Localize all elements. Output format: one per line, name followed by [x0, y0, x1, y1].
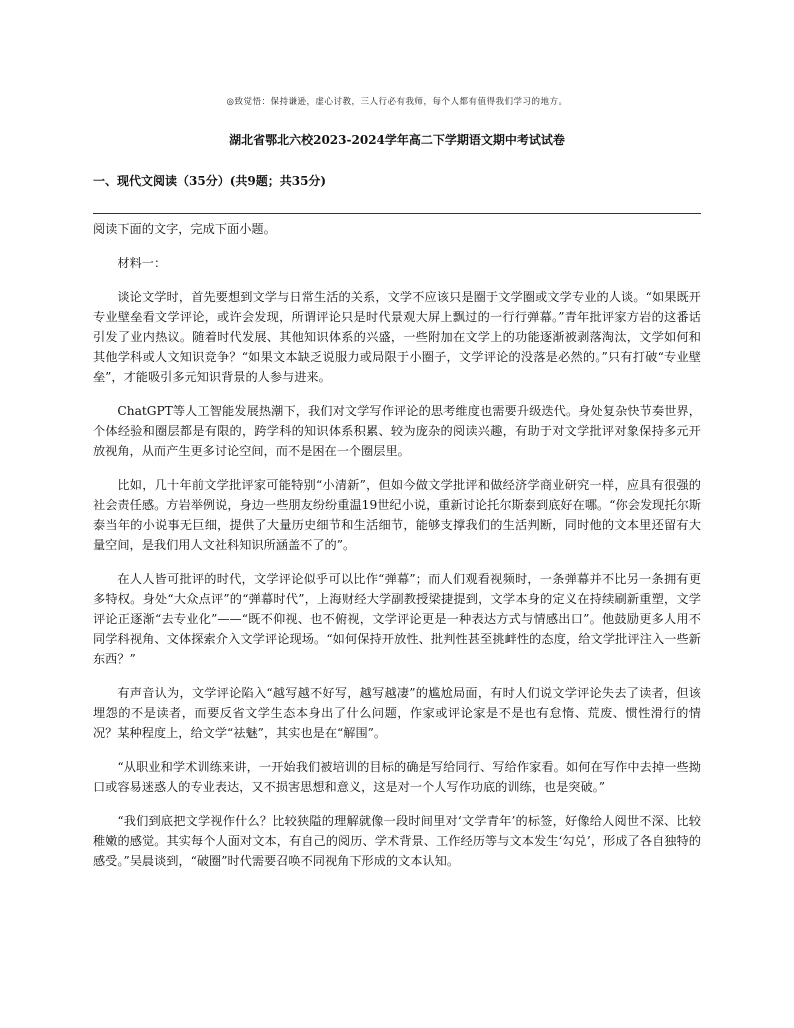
- paragraph: 谈论文学时，首先要想到文学与日常生活的关系，文学不应该只是圈于文学圈或文学专业的人谈。“如果既开专业壁垒看文学评论，或许会发现，所谓评论只是时代景观大屏上飘过的一行行弹幕。”青年批评家方岩的这番话引发了业内热议。随着时代发展、其他知识体系的兴盛，一些附加在文学上的功能逐渐被剥落淘汰，文学如何和其他学科或人文知识竞争？“如果文本缺乏说服力或局限于小圈子，文学评论的没落是必然的。”只有打破“专业壁垒”，才能吸引多元知识背景的人参与进来。: [93, 290, 701, 384]
- motto-line: ◎致觉悟：保持谦逊，虚心讨教，三人行必有我师，每个人都有值得我们学习的地方。: [226, 97, 568, 107]
- reading-passage: [93, 219, 701, 885]
- divider: [93, 213, 701, 214]
- paragraph: “我们到底把文学视作什么？比较狭隘的理解就像一段时间里对‘文学青年’的标签，好像给人阅世不深、比较稚嫩的感觉。其实每个人面对文本，有自己的阅历、学术背景、工作经历等与文本发生‘勾兑’，形成了各自独特的感受。”吴晨谈到，“破圈”时代需要召唤不同视角下形成的文本认知。: [93, 814, 701, 868]
- exam-title: 湖北省鄂北六校2023-2024学年高二下学期语文期中考试试卷: [229, 133, 565, 147]
- paragraph: “从职业和学术训练来讲，一开始我们被培训的目标的确是写给同行、写给作家看。如何在写作中去掉一些拗口或容易迷惑人的专业表达，又不损害思想和意义，这是对一个人写作功底的训练，也是突破。”: [93, 760, 701, 794]
- section-heading: 一、现代文阅读（35分）(共9题；共35分): [93, 174, 327, 188]
- instruction-text: 阅读下面的文字，完成下面小题。: [93, 222, 276, 236]
- material-label: 材料一：: [117, 256, 167, 270]
- paragraph: 比如，几十年前文学批评家可能特别“小清新”，但如今做文学批评和做经济学商业研究一样，应具有很强的社会责任感。方岩举例说，身边一些朋友纷纷重温19世纪小说，重新讨论托尔斯泰到底好在哪。“你会发现托尔斯泰当年的小说事无巨细，提供了大量历史细节和生活细节，能够支撑我们的生活判断，同时他的文本里还留有大量空间，是我们用人文社科知识所涵盖不了的”。: [93, 478, 701, 552]
- paragraph: 有声音认为，文学评论陷入“越写越不好写，越写越凄”的尴尬局面，有时人们说文学评论失去了读者，但该埋怨的不是读者，而要反省文学生态本身出了什么问题，作家或评论家是不是也有怠惰、荒废、惯性滑行的情况？某种程度上，给文学“祛魅”，其实也是在“解围”。: [93, 686, 701, 740]
- paragraph: ChatGPT等人工智能发展热潮下，我们对文学写作评论的思考维度也需要升级迭代。身处复杂快节奏世界，个体经验和圈层都是有限的，跨学科的知识体系积累、较为庞杂的阅读兴趣，有助于对文学批评对象保持多元开放视角，从而产生更多讨论空间，而不是困在一个圈层里。: [93, 404, 701, 458]
- paragraph: 在人人皆可批评的时代，文学评论似乎可以比作“弹幕”；而人们观看视频时，一条弹幕并不比另一条拥有更多特权。身处“大众点评”的“弹幕时代”，上海财经大学副教授梁捷提到，文学本身的定义在持续刷新重塑，文学评论正逐渐“去专业化”——“既不仰视、也不俯视，文学评论更是一种表达方式与情感出口”。他鼓励更多人用不同学科视角、文体探索介入文学评论现场。“如何保持开放性、批判性甚至挑衅性的态度，给文学批评注入一些新东西？”: [93, 572, 701, 666]
